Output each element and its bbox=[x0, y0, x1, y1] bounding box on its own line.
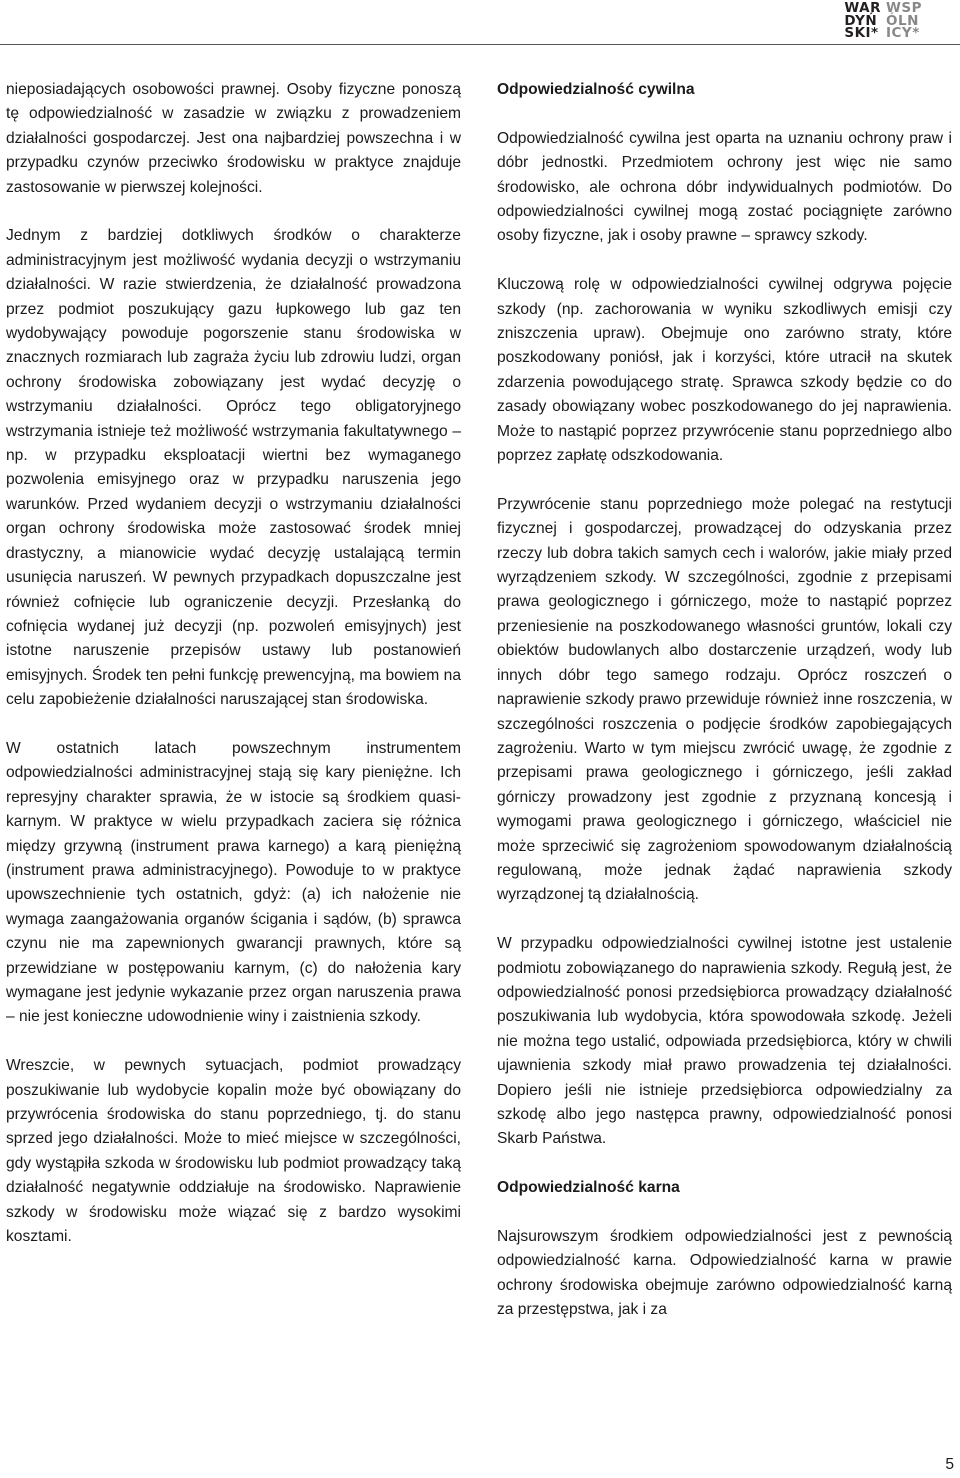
criminal-paragraph-1: Najsurowszym środkiem odpowiedzialności jest z pewnością odpowiedzialność karna. Odpowiedzialność karna w prawie ochrony środowiska obejmuje zarówno odpowiedzialność karną za przestępstwa, jak i za bbox=[497, 1228, 952, 1319]
logo-text-war: WAR bbox=[844, 0, 881, 16]
civil-paragraph-2: Kluczową rolę w odpowiedzialności cywilnej odgrywa pojęcie szkody (np. zachorowania w wyniku szkodliwych emisji czy zniszczenia upraw). Obejmuje ono zarówno straty, które poszkodowany poniósł, jak i korzyści, które utracił na skutek zdarzenia powodującego stratę. Sprawca szkody będzie co do zasady obowiązany wobec poszkodowanego do jej naprawienia. Może to nastąpić poprzez przywrócenie stanu poprzedniego albo poprzez zapłatę odszkodowania. bbox=[497, 276, 952, 465]
logo-text-ski: SKI* bbox=[844, 25, 879, 41]
right-column bbox=[497, 78, 952, 1347]
logo-text-wsp: WSP bbox=[885, 0, 922, 16]
header-rule bbox=[0, 44, 960, 45]
logo-text-dyn: DYŃ bbox=[844, 12, 878, 29]
left-column bbox=[6, 78, 461, 1274]
heading-civil-liability: Odpowiedzialność cywilna bbox=[497, 81, 695, 98]
civil-paragraph-4: W przypadku odpowiedzialności cywilnej istotne jest ustalenie podmiotu zobowiązanego do naprawienia szkody. Regułą jest, że odpowiedzialność ponosi przedsiębiorca prowadzący działalność poszukiwania lub wydobycia, która spowodowała szkodę. Jeżeli nie można tego ustalić, odpowiada przedsiębiorca, który w chwili ujawnienia szkody miał prawo prowadzenia tej działalności. Dopiero jeśli nie istnieje przedsiębiorca odpowiedzialny za szkodę albo jego następca prawny, odpowiedzialność ponosi Skarb Państwa. bbox=[497, 935, 952, 1148]
civil-paragraph-3: Przywrócenie stanu poprzedniego może polegać na restytucji fizycznej i gospodarczej, prowadzącej do odzyskania przez rzeczy lub dobra takich samych cech i walorów, jakie miały przed wyrządzeniem szkody. W szczególności, zgodnie z przepisami prawa geologicznego i górniczego, może to nastąpić poprzez przeniesienie na poszkodowanego własności gruntów, lokali czy obiektów budowlanych albo dostarczenie urządzeń, wody lub innych dóbr tego samego rodzaju. Oprócz roszczeń o naprawienie szkody prawo przewiduje również inne roszczenia, w szczególności roszczenia o podjęcie środków zapobiegających zagrożeniu. Warto w tym miejscu zwrócić uwagę, że zgodnie z przepisami prawa geologicznego i górniczego, jeśli zakład górniczy prowadzony jest zgodnie z przyznaną koncesją i wymogami prawa geologicznego i górniczego, właściciel nie może sprzeciwić się zagrożeniom spowodowanym działalnością regulowaną, może jednak żądać naprawienia szkody wyrządzonej tą działalnością. bbox=[497, 495, 952, 904]
left-paragraph-4: Wreszcie, w pewnych sytuacjach, podmiot prowadzący poszukiwanie lub wydobycie kopalin może być obowiązany do przywrócenia środowiska do stanu poprzedniego, tj. do stanu sprzed jego działalności. Może to mieć miejsce w szczególności, gdy wystąpiła szkoda w środowisku lub podmiot prowadzący taką działalność negatywnie oddziałuje na środowisko. Naprawienie szkody w środowisku może wiązać się z bardzo wysokimi kosztami. bbox=[6, 1057, 461, 1246]
left-paragraph-3: W ostatnich latach powszechnym instrumentem odpowiedzialności administracyjnej stają się kary pieniężne. Ich represyjny charakter sprawia, że w istocie są środkiem quasi-karnym. W praktyce w wielu przypadkach zaciera się różnica między grzywną (instrument prawa karnego) a karą pieniężną (instrument prawa administracyjnego). Powoduje to w praktyce upowszechnienie tych ostatnich, gdyż: (a) ich nałożenie nie wymaga zaangażowania organów ścigania i sądów, (b) sprawca czynu nie ma zapewnionych gwarancji prawnych, które są przewidziane w postępowaniu karnym, (c) do nałożenia kary wymagane jest jedynie wykazanie przez organ naruszenia prawa – nie jest konieczne udowodnienie winy i zaistnienia szkody. bbox=[6, 739, 461, 1026]
logo-left-column bbox=[844, 2, 881, 40]
logo-text-oln: ÓLN bbox=[885, 12, 919, 29]
heading-criminal-liability: Odpowiedzialność karna bbox=[497, 1179, 680, 1197]
logo-text-icy: ICY* bbox=[885, 25, 920, 41]
left-paragraph-2: Jednym z bardziej dotkliwych środków o charakterze administracyjnym jest możliwość wydania decyzji o wstrzymaniu działalności. W razie stwierdzenia, że działalność prowadzona przez podmiot poszukujący gazu łupkowego lub gaz ten wydobywający powoduje pogorszenie stanu środowiska w znacznych rozmiarach lub zagraża życiu lub zdrowiu ludzi, organ ochrony środowiska zobowiązany jest wydać decyzję o wstrzymaniu działalności. Oprócz tego obligatoryjnego wstrzymania istnieje też możliwość wstrzymania fakultatywnego – np. w przypadku eksploatacji wiertni bez wymaganego pozwolenia emisyjnego oraz w przypadku naruszenia jego warunków. Przed wydaniem decyzji o wstrzymaniu działalności organ ochrony środowiska może zastosować środek mniej drastyczny, a mianowicie wydać decyzję ustalającą termin usunięcia naruszeń. W pewnych przypadkach dopuszczalne jest również cofnięcie lub ograniczenie decyzji. Przesłanką do cofnięcia wydanej już decyzji (np. pozwoleń emisyjnych) jest istotne naruszenie przepisów ustawy lub postanowień emisyjnych. Środek ten pełni funkcję prewencyjną, ma bowiem na celu zapobieżenie działalności naruszającej stan środowiska. bbox=[6, 227, 461, 709]
page-number: 5 bbox=[945, 1456, 954, 1473]
publisher-logo bbox=[844, 2, 922, 40]
left-paragraph-1: nieposiadających osobowości prawnej. Osoby fizyczne ponoszą tę odpowiedzialność w zasadzie w związku z prowadzeniem działalności gospodarczej. Jest ona najbardziej powszechna i w przypadku czynów przeciwko środowisku w praktyce znajduje zastosowanie w pierwszej kolejności. bbox=[6, 81, 461, 196]
logo-right-column bbox=[886, 2, 922, 40]
civil-paragraph-1: Odpowiedzialność cywilna jest oparta na uznaniu ochrony praw i dóbr jednostki. Przedmiotem ochrony jest więc nie samo środowisko, ale ochrona dóbr indywidualnych podmiotów. Do odpowiedzialności cywilnej mogą zostać pociągnięte zarówno osoby fizyczne, jak i osoby prawne – sprawcy szkody. bbox=[497, 129, 952, 245]
